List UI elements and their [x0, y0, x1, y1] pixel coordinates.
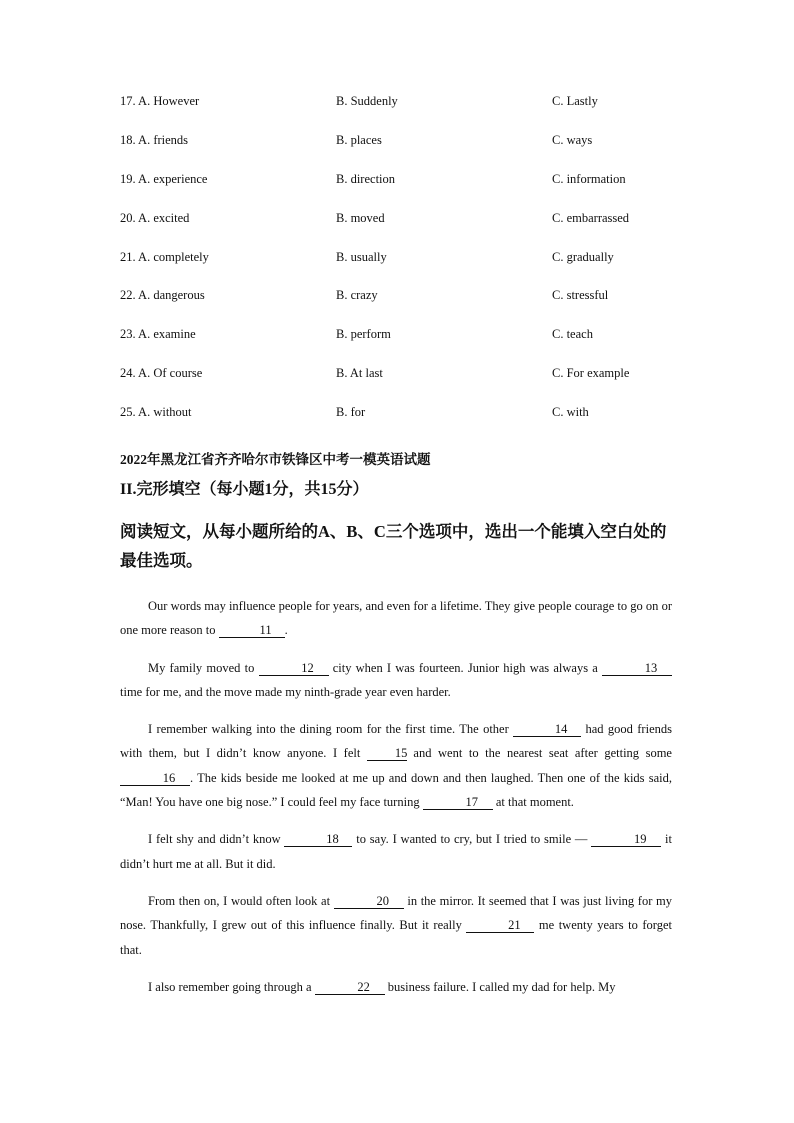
option-a: 17. A. However: [120, 94, 200, 108]
passage-paragraph-2: [120, 656, 672, 705]
passage-text: to say. I wanted to cry, but I tried to smile —: [352, 832, 592, 847]
option-b: B. usually: [336, 249, 387, 264]
passage-text: Our words may influence people for years, and even for a lifetime. They give people courage to go on or one more reason to: [120, 599, 672, 638]
section-title: II.完形填空（每小题1分，共15分）: [120, 481, 369, 498]
option-row-18: [120, 133, 720, 172]
option-row-17: [120, 94, 720, 133]
option-a: 20. A. excited: [120, 210, 190, 225]
option-c: C. with: [552, 405, 589, 420]
option-a: 25. A. without: [120, 405, 192, 420]
blank-11: 11: [219, 623, 285, 638]
option-b: B. direction: [336, 171, 396, 186]
passage-paragraph-4: [120, 827, 672, 876]
option-b: B. perform: [336, 327, 391, 342]
option-c: C. ways: [552, 132, 593, 147]
blank-13: 13: [602, 661, 672, 676]
passage-paragraph-5: [120, 889, 672, 962]
option-b: B. places: [336, 132, 382, 147]
passage-text: and went to the nearest seat after getting some: [406, 746, 672, 761]
option-a: 21. A. completely: [120, 249, 209, 264]
option-c: C. information: [552, 171, 626, 186]
passage-text: From then on, I would often look at: [148, 893, 334, 908]
option-row-23: [120, 327, 720, 366]
option-row-25: [120, 405, 720, 444]
cloze-passage: [120, 594, 672, 1012]
passage-text: . The kids beside me looked at me up and down and then laughed. Then one of the kids said, “Man! You have one big nose.” I could feel my face turning: [120, 770, 672, 810]
passage-text: city when I was fourteen. Junior high was always a: [328, 660, 602, 675]
passage-paragraph-1: [120, 594, 672, 643]
blank-20: 20: [334, 894, 404, 909]
passage-text: business failure. I called my dad for help. My: [384, 979, 616, 994]
blank-16: 16: [120, 771, 190, 786]
option-row-21: [120, 250, 720, 289]
passage-text: I remember walking into the dining room for the first time. The other: [148, 722, 514, 737]
option-c: C. stressful: [552, 288, 609, 303]
option-b: B. Suddenly: [336, 94, 398, 108]
option-c: C. teach: [552, 327, 593, 342]
passage-text: .: [284, 623, 288, 638]
option-b: B. moved: [336, 210, 385, 225]
blank-12: 12: [259, 661, 329, 676]
option-b: B. At last: [336, 366, 383, 381]
passage-text: at that moment.: [492, 795, 574, 810]
passage-text: had good friends with them, but I didn’t know anyone. I felt: [120, 722, 672, 761]
blank-22: 22: [315, 980, 385, 995]
option-a: 18. A. friends: [120, 132, 189, 147]
section-instruction: 阅读短文，从每小题所给的A、B、C三个选项中，选出一个能填入空白处的最佳选项。: [120, 522, 667, 570]
option-b: B. for: [336, 405, 366, 420]
passage-text: I also remember going through a: [148, 979, 315, 994]
blank-19: 19: [591, 832, 661, 847]
option-b: B. crazy: [336, 288, 378, 303]
blank-15: 15: [367, 746, 407, 761]
option-row-20: [120, 211, 720, 250]
passage-paragraph-6: [120, 975, 672, 999]
passage-paragraph-3: [120, 717, 672, 814]
option-a: 22. A. dangerous: [120, 288, 205, 303]
passage-text: in the mirror. It seemed that I was just living for my nose. Thankfully, I grew out of this influence finally. But it really: [120, 893, 672, 933]
option-row-24: [120, 366, 720, 405]
option-c: C. For example: [552, 366, 630, 381]
option-row-19: [120, 172, 720, 211]
option-c: C. embarrassed: [552, 210, 630, 225]
passage-text: time for me, and the move made my ninth-grade year even harder.: [120, 684, 451, 699]
option-c: C. gradually: [552, 249, 614, 264]
passage-text: it didn’t hurt me at all. But it did.: [120, 832, 672, 871]
blank-17: 17: [423, 795, 493, 810]
blank-14: 14: [513, 722, 581, 737]
option-a: 24. A. Of course: [120, 366, 203, 381]
blank-18: 18: [284, 832, 352, 847]
option-c: C. Lastly: [552, 94, 598, 108]
option-a: 23. A. examine: [120, 327, 196, 342]
exam-source-title: 2022年黑龙江省齐齐哈尔市铁锋区中考一模英语试题: [120, 452, 431, 467]
passage-text: My family moved to: [148, 660, 259, 675]
option-a: 19. A. experience: [120, 171, 208, 186]
passage-text: me twenty years to forget that.: [120, 918, 672, 957]
blank-21: 21: [466, 918, 534, 933]
answer-options-list: [120, 94, 720, 444]
passage-text: I felt shy and didn’t know: [148, 832, 285, 847]
option-row-22: [120, 288, 720, 327]
